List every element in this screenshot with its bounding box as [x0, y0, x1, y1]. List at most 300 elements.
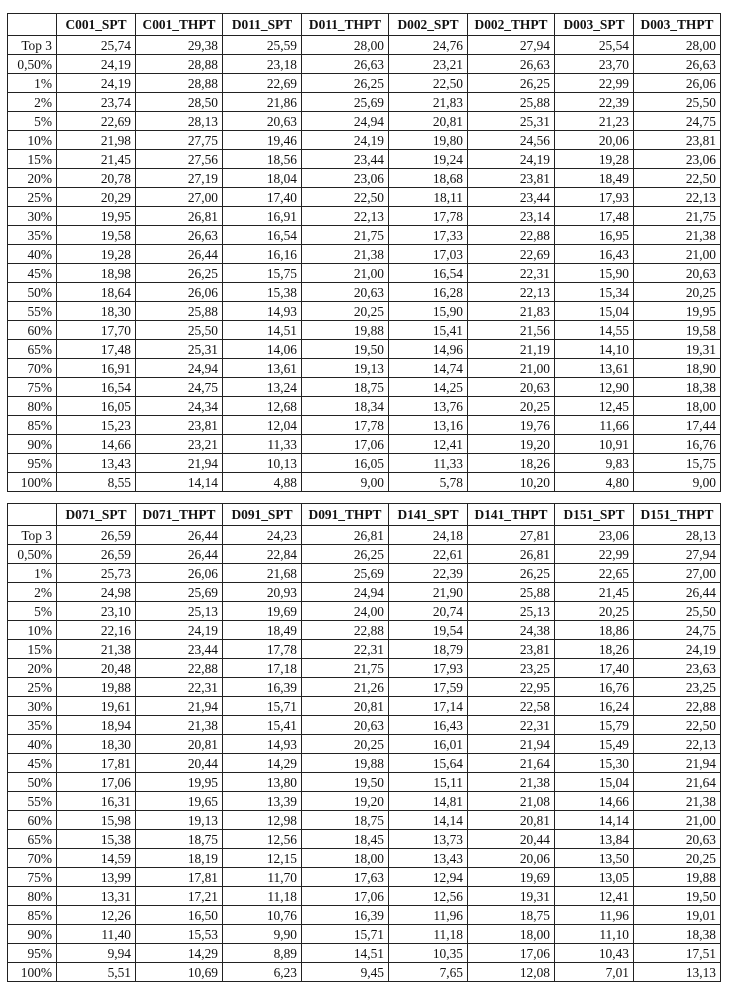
header-row: [8, 14, 721, 36]
score-cell: 24,18: [389, 526, 468, 545]
score-cell: 26,25: [302, 74, 389, 93]
score-cell: 12,08: [468, 963, 555, 982]
score-cell: 20,25: [302, 302, 389, 321]
score-cell: 20,25: [555, 602, 634, 621]
column-header: D071_SPT: [57, 504, 136, 526]
score-cell: 18,19: [136, 849, 223, 868]
row-label: 50%: [8, 773, 57, 792]
score-cell: 19,65: [136, 792, 223, 811]
score-cell: 21,00: [634, 245, 721, 264]
table-row: [8, 74, 721, 93]
score-cell: 23,18: [223, 55, 302, 74]
row-label: 35%: [8, 226, 57, 245]
score-cell: 26,06: [136, 564, 223, 583]
score-cell: 20,06: [555, 131, 634, 150]
score-cell: 23,74: [57, 93, 136, 112]
score-cell: 19,50: [302, 773, 389, 792]
score-cell: 10,35: [389, 944, 468, 963]
score-cell: 22,31: [468, 716, 555, 735]
score-cell: 11,33: [389, 454, 468, 473]
score-cell: 15,75: [223, 264, 302, 283]
score-cell: 18,75: [302, 378, 389, 397]
score-cell: 21,56: [468, 321, 555, 340]
table-row: [8, 963, 721, 982]
score-cell: 20,25: [634, 283, 721, 302]
score-cell: 19,88: [302, 754, 389, 773]
score-table-1: [7, 13, 721, 492]
score-cell: 26,06: [136, 283, 223, 302]
row-label: 70%: [8, 849, 57, 868]
score-cell: 17,51: [634, 944, 721, 963]
score-cell: 14,29: [136, 944, 223, 963]
score-cell: 21,08: [468, 792, 555, 811]
score-cell: 10,69: [136, 963, 223, 982]
row-label: 95%: [8, 944, 57, 963]
score-cell: 28,88: [136, 55, 223, 74]
score-cell: 24,76: [389, 36, 468, 55]
score-cell: 14,66: [555, 792, 634, 811]
score-cell: 22,84: [223, 545, 302, 564]
score-cell: 20,93: [223, 583, 302, 602]
score-cell: 20,25: [468, 397, 555, 416]
score-cell: 15,30: [555, 754, 634, 773]
row-label: 75%: [8, 868, 57, 887]
score-cell: 17,93: [389, 659, 468, 678]
score-cell: 21,86: [223, 93, 302, 112]
score-cell: 15,34: [555, 283, 634, 302]
score-cell: 21,38: [634, 226, 721, 245]
score-cell: 16,39: [223, 678, 302, 697]
table-row: [8, 321, 721, 340]
row-label: 30%: [8, 207, 57, 226]
score-cell: 11,96: [555, 906, 634, 925]
score-cell: 19,28: [555, 150, 634, 169]
score-cell: 16,43: [389, 716, 468, 735]
table-row: [8, 378, 721, 397]
table-row: [8, 716, 721, 735]
score-cell: 16,24: [555, 697, 634, 716]
score-cell: 24,19: [302, 131, 389, 150]
score-cell: 25,59: [223, 36, 302, 55]
score-cell: 19,76: [468, 416, 555, 435]
score-cell: 12,94: [389, 868, 468, 887]
score-cell: 14,93: [223, 302, 302, 321]
score-cell: 17,59: [389, 678, 468, 697]
score-cell: 14,29: [223, 754, 302, 773]
table-row: [8, 792, 721, 811]
table-row: [8, 697, 721, 716]
score-cell: 25,69: [302, 93, 389, 112]
score-cell: 28,00: [302, 36, 389, 55]
row-label: 50%: [8, 283, 57, 302]
table-row: [8, 169, 721, 188]
score-cell: 14,93: [223, 735, 302, 754]
table-row: [8, 283, 721, 302]
score-cell: 16,76: [634, 435, 721, 454]
score-cell: 12,56: [389, 887, 468, 906]
table-row: [8, 735, 721, 754]
score-cell: 20,44: [468, 830, 555, 849]
score-cell: 20,25: [634, 849, 721, 868]
score-cell: 20,63: [634, 830, 721, 849]
score-cell: 13,73: [389, 830, 468, 849]
score-cell: 12,41: [389, 435, 468, 454]
score-cell: 11,66: [555, 416, 634, 435]
score-cell: 19,58: [57, 226, 136, 245]
table-row: [8, 659, 721, 678]
score-cell: 17,14: [389, 697, 468, 716]
score-cell: 5,51: [57, 963, 136, 982]
score-cell: 13,76: [389, 397, 468, 416]
score-cell: 22,95: [468, 678, 555, 697]
score-cell: 13,61: [223, 359, 302, 378]
score-cell: 18,38: [634, 925, 721, 944]
score-cell: 14,14: [389, 811, 468, 830]
table-row: [8, 264, 721, 283]
score-cell: 13,80: [223, 773, 302, 792]
score-cell: 19,50: [634, 887, 721, 906]
score-cell: 26,44: [136, 526, 223, 545]
score-cell: 9,00: [634, 473, 721, 492]
row-label: 55%: [8, 302, 57, 321]
score-cell: 10,76: [223, 906, 302, 925]
score-cell: 9,00: [302, 473, 389, 492]
score-cell: 17,03: [389, 245, 468, 264]
score-cell: 17,93: [555, 188, 634, 207]
score-cell: 23,25: [468, 659, 555, 678]
score-cell: 22,16: [57, 621, 136, 640]
column-header: D151_THPT: [634, 504, 721, 526]
score-cell: 14,96: [389, 340, 468, 359]
table-row: [8, 754, 721, 773]
score-cell: 4,80: [555, 473, 634, 492]
score-cell: 26,44: [634, 583, 721, 602]
score-cell: 15,04: [555, 302, 634, 321]
score-cell: 20,63: [223, 112, 302, 131]
score-cell: 25,13: [136, 602, 223, 621]
score-cell: 16,05: [302, 454, 389, 473]
score-cell: 15,23: [57, 416, 136, 435]
table-row: [8, 36, 721, 55]
score-cell: 19,80: [389, 131, 468, 150]
score-cell: 25,88: [468, 93, 555, 112]
score-cell: 14,10: [555, 340, 634, 359]
score-cell: 19,13: [136, 811, 223, 830]
score-cell: 20,78: [57, 169, 136, 188]
score-cell: 13,99: [57, 868, 136, 887]
score-cell: 26,25: [136, 264, 223, 283]
score-cell: 21,90: [389, 583, 468, 602]
score-cell: 17,48: [555, 207, 634, 226]
row-label: Top 3: [8, 36, 57, 55]
score-cell: 23,06: [555, 526, 634, 545]
score-cell: 21,45: [57, 150, 136, 169]
score-cell: 16,31: [57, 792, 136, 811]
score-cell: 28,88: [136, 74, 223, 93]
score-cell: 26,59: [57, 545, 136, 564]
score-cell: 22,50: [302, 188, 389, 207]
score-cell: 17,06: [302, 435, 389, 454]
score-cell: 20,74: [389, 602, 468, 621]
score-cell: 23,06: [302, 169, 389, 188]
score-cell: 14,25: [389, 378, 468, 397]
score-cell: 23,06: [634, 150, 721, 169]
score-cell: 26,25: [302, 545, 389, 564]
score-cell: 18,98: [57, 264, 136, 283]
score-cell: 22,50: [634, 716, 721, 735]
table-row: [8, 55, 721, 74]
score-cell: 26,25: [468, 74, 555, 93]
score-cell: 15,75: [634, 454, 721, 473]
row-label: 75%: [8, 378, 57, 397]
row-label: 10%: [8, 621, 57, 640]
score-cell: 13,31: [57, 887, 136, 906]
score-cell: 24,56: [468, 131, 555, 150]
table-row: [8, 545, 721, 564]
score-cell: 13,50: [555, 849, 634, 868]
score-cell: 18,11: [389, 188, 468, 207]
score-cell: 26,59: [57, 526, 136, 545]
score-cell: 10,13: [223, 454, 302, 473]
row-label: 30%: [8, 697, 57, 716]
column-header: D002_SPT: [389, 14, 468, 36]
score-cell: 13,43: [389, 849, 468, 868]
score-cell: 15,04: [555, 773, 634, 792]
score-cell: 21,64: [634, 773, 721, 792]
score-cell: 18,49: [555, 169, 634, 188]
score-cell: 24,75: [634, 112, 721, 131]
score-cell: 21,00: [302, 264, 389, 283]
row-label: 60%: [8, 321, 57, 340]
score-cell: 24,94: [302, 583, 389, 602]
score-cell: 23,81: [468, 169, 555, 188]
score-cell: 17,78: [389, 207, 468, 226]
score-cell: 18,94: [57, 716, 136, 735]
score-cell: 20,29: [57, 188, 136, 207]
score-cell: 19,58: [634, 321, 721, 340]
score-cell: 20,63: [468, 378, 555, 397]
score-cell: 20,48: [57, 659, 136, 678]
score-cell: 18,56: [223, 150, 302, 169]
row-label: 85%: [8, 906, 57, 925]
score-cell: 18,26: [468, 454, 555, 473]
score-cell: 21,38: [634, 792, 721, 811]
score-cell: 20,81: [302, 697, 389, 716]
score-cell: 18,75: [302, 811, 389, 830]
score-cell: 24,19: [57, 55, 136, 74]
score-cell: 19,61: [57, 697, 136, 716]
row-label: 2%: [8, 583, 57, 602]
score-cell: 17,78: [302, 416, 389, 435]
score-cell: 19,69: [468, 868, 555, 887]
row-label: 15%: [8, 150, 57, 169]
score-cell: 23,81: [468, 640, 555, 659]
score-cell: 21,00: [468, 359, 555, 378]
score-cell: 25,50: [634, 602, 721, 621]
score-cell: 22,99: [555, 74, 634, 93]
score-cell: 17,18: [223, 659, 302, 678]
score-cell: 22,31: [468, 264, 555, 283]
score-cell: 14,81: [389, 792, 468, 811]
score-cell: 15,71: [302, 925, 389, 944]
score-cell: 11,10: [555, 925, 634, 944]
score-cell: 13,05: [555, 868, 634, 887]
score-cell: 23,44: [136, 640, 223, 659]
score-cell: 23,14: [468, 207, 555, 226]
score-cell: 18,75: [468, 906, 555, 925]
score-cell: 21,38: [302, 245, 389, 264]
score-cell: 17,40: [555, 659, 634, 678]
score-cell: 12,98: [223, 811, 302, 830]
score-cell: 15,41: [389, 321, 468, 340]
score-cell: 21,45: [555, 583, 634, 602]
score-cell: 17,78: [223, 640, 302, 659]
score-cell: 18,00: [634, 397, 721, 416]
score-cell: 21,75: [302, 226, 389, 245]
score-cell: 24,19: [468, 150, 555, 169]
score-cell: 23,21: [136, 435, 223, 454]
row-label: 60%: [8, 811, 57, 830]
score-cell: 13,61: [555, 359, 634, 378]
score-cell: 21,83: [468, 302, 555, 321]
score-cell: 11,33: [223, 435, 302, 454]
score-cell: 29,38: [136, 36, 223, 55]
score-cell: 18,45: [302, 830, 389, 849]
score-cell: 21,98: [57, 131, 136, 150]
row-label: 25%: [8, 678, 57, 697]
score-cell: 28,13: [136, 112, 223, 131]
table-row: [8, 397, 721, 416]
table-row: [8, 830, 721, 849]
score-cell: 6,23: [223, 963, 302, 982]
score-cell: 18,34: [302, 397, 389, 416]
score-cell: 15,79: [555, 716, 634, 735]
table-row: [8, 944, 721, 963]
score-cell: 23,25: [634, 678, 721, 697]
table-row: [8, 245, 721, 264]
score-cell: 19,69: [223, 602, 302, 621]
score-cell: 26,63: [136, 226, 223, 245]
score-cell: 15,90: [555, 264, 634, 283]
table-row: [8, 849, 721, 868]
column-header: D151_SPT: [555, 504, 634, 526]
score-cell: 19,95: [57, 207, 136, 226]
score-cell: 17,33: [389, 226, 468, 245]
score-cell: 7,65: [389, 963, 468, 982]
score-cell: 16,91: [57, 359, 136, 378]
column-header: D011_THPT: [302, 14, 389, 36]
score-cell: 21,75: [634, 207, 721, 226]
table-row: [8, 188, 721, 207]
score-cell: 15,53: [136, 925, 223, 944]
row-label: 20%: [8, 659, 57, 678]
score-cell: 18,68: [389, 169, 468, 188]
score-cell: 24,19: [136, 621, 223, 640]
score-cell: 13,13: [634, 963, 721, 982]
score-cell: 18,86: [555, 621, 634, 640]
row-label: 95%: [8, 454, 57, 473]
score-cell: 5,78: [389, 473, 468, 492]
score-cell: 19,95: [136, 773, 223, 792]
score-cell: 18,49: [223, 621, 302, 640]
score-cell: 14,14: [136, 473, 223, 492]
score-cell: 14,51: [302, 944, 389, 963]
score-cell: 18,38: [634, 378, 721, 397]
column-header: D003_SPT: [555, 14, 634, 36]
table-row: [8, 150, 721, 169]
row-label: 10%: [8, 131, 57, 150]
table-row: [8, 811, 721, 830]
score-cell: 10,20: [468, 473, 555, 492]
score-cell: 17,63: [302, 868, 389, 887]
score-cell: 27,19: [136, 169, 223, 188]
score-cell: 24,94: [302, 112, 389, 131]
row-label: 35%: [8, 716, 57, 735]
score-cell: 23,10: [57, 602, 136, 621]
score-cell: 12,04: [223, 416, 302, 435]
row-label: 5%: [8, 112, 57, 131]
score-cell: 25,31: [136, 340, 223, 359]
score-cell: 16,39: [302, 906, 389, 925]
score-cell: 25,73: [57, 564, 136, 583]
score-cell: 8,55: [57, 473, 136, 492]
score-cell: 19,31: [634, 340, 721, 359]
row-label: 70%: [8, 359, 57, 378]
score-cell: 24,23: [223, 526, 302, 545]
score-cell: 22,61: [389, 545, 468, 564]
score-cell: 21,75: [302, 659, 389, 678]
score-cell: 9,83: [555, 454, 634, 473]
table-row: [8, 906, 721, 925]
score-cell: 14,74: [389, 359, 468, 378]
score-cell: 21,38: [57, 640, 136, 659]
score-cell: 12,15: [223, 849, 302, 868]
score-cell: 25,74: [57, 36, 136, 55]
score-cell: 15,64: [389, 754, 468, 773]
table-row: [8, 640, 721, 659]
score-cell: 10,91: [555, 435, 634, 454]
score-cell: 15,38: [223, 283, 302, 302]
score-cell: 13,43: [57, 454, 136, 473]
table-row: [8, 925, 721, 944]
score-cell: 18,26: [555, 640, 634, 659]
score-cell: 15,49: [555, 735, 634, 754]
row-label: 100%: [8, 473, 57, 492]
table-row: [8, 226, 721, 245]
score-cell: 20,81: [136, 735, 223, 754]
score-cell: 19,24: [389, 150, 468, 169]
score-cell: 27,00: [136, 188, 223, 207]
score-cell: 25,50: [634, 93, 721, 112]
score-cell: 22,88: [302, 621, 389, 640]
score-cell: 11,40: [57, 925, 136, 944]
score-cell: 14,66: [57, 435, 136, 454]
row-label: 45%: [8, 264, 57, 283]
score-cell: 24,94: [136, 359, 223, 378]
score-cell: 24,19: [634, 640, 721, 659]
score-cell: 11,70: [223, 868, 302, 887]
score-cell: 23,81: [136, 416, 223, 435]
score-cell: 12,45: [555, 397, 634, 416]
column-header: C001_THPT: [136, 14, 223, 36]
row-label: 55%: [8, 792, 57, 811]
row-label: 0,50%: [8, 545, 57, 564]
score-cell: 21,83: [389, 93, 468, 112]
score-cell: 9,94: [57, 944, 136, 963]
score-cell: 18,04: [223, 169, 302, 188]
score-cell: 21,26: [302, 678, 389, 697]
column-header: D091_SPT: [223, 504, 302, 526]
